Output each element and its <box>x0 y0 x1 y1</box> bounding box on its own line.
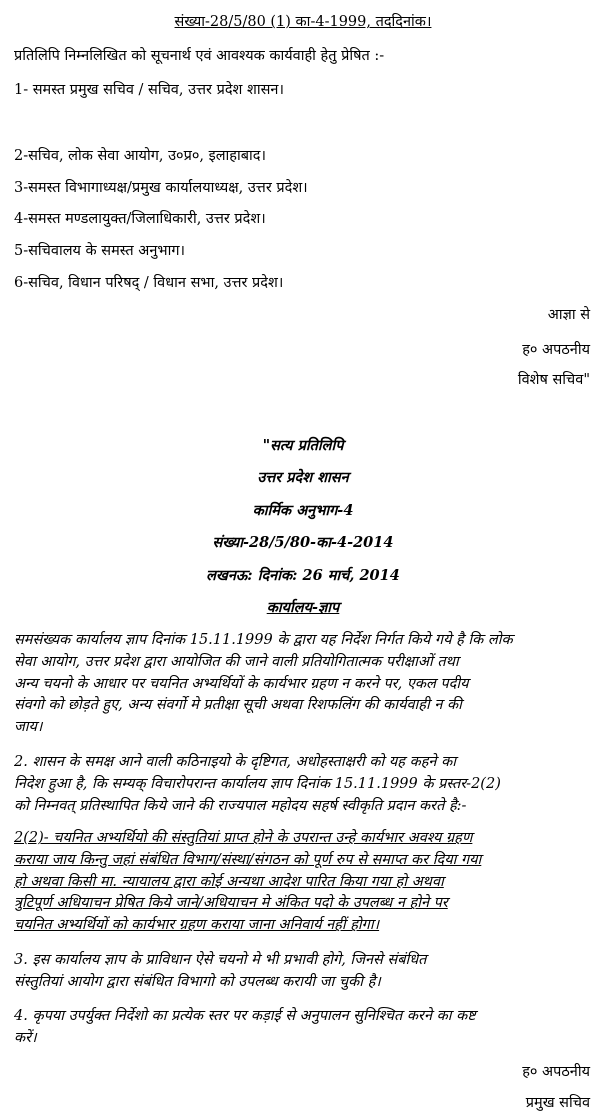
recipient-2: 2-सचिव, लोक सेवा आयोग, उ०प्र०, इलाहाबाद। <box>14 148 266 164</box>
paragraph-2-line: निदेश हुआ है, कि सम्यक् विचारोपरान्त कार्यालय ज्ञाप दिनांक 15.11.1999 के प्रस्तर-2(2) <box>14 775 501 792</box>
signoff-by-order: आज्ञा से <box>547 307 590 323</box>
paragraph-3-line: त्रुटिपूर्ण अधियाचन प्रेषित किये जाने/अधियाचन मे अंकित पदो के उपलब्ध न होने पर <box>14 895 448 912</box>
reference-line: संख्या-28/5/80 (1) का-4-1999, तददिनांक। <box>174 14 432 30</box>
paragraph-2-line: 2. शासन के समक्ष आने वाली कठिनाइयो के दृष्टिगत, अधोहस्ताक्षरी को यह कहने का <box>14 754 456 770</box>
recipient-1: 1- समस्त प्रमुख सचिव / सचिव, उत्तर प्रदेश शासन। <box>14 82 284 98</box>
memo-number: संख्या-28/5/80-का-4-2014 <box>212 534 394 551</box>
paragraph-3-line: चयनित अभ्यर्थियों को कार्यभार ग्रहण कराया जाना अनिवार्य नहीं होगा। <box>14 917 380 934</box>
paragraph-4 <box>14 950 592 994</box>
paragraph-4-line: संस्तुतियां आयोग द्वारा संबंधित विभागो को उपलब्ध करायी जा चुकी है। <box>14 973 381 990</box>
paragraph-1-line: समसंख्यक कार्यालय ज्ञाप दिनांक 15.11.1999 के द्वारा यह निर्देश निर्गत किये गये है कि लोक <box>14 632 513 648</box>
paragraph-3-line: कराया जाय किन्तु जहां संबंधित विभाग/संस्था/संगठन को पूर्ण रुप से समाप्त कर दिया गया <box>14 851 482 868</box>
paragraph-3-line: हो अथवा किसी मा. न्यायालय द्वारा कोई अन्यथा आदेश पारित किया गया हो अथवा <box>14 873 444 890</box>
paragraph-1-line: सेवा आयोग, उत्तर प्रदेश द्वारा आयोजित की जाने वाली प्रतियोगितात्मक परीक्षाओं तथा <box>14 653 459 670</box>
paragraph-1 <box>14 630 592 739</box>
paragraph-1-line: जाय। <box>14 719 43 736</box>
paragraph-1-line: अन्य चयनो के आधार पर चयनित अभ्यर्थियों के कार्यभार ग्रहण न करने पर, एकल पदीय <box>14 675 469 692</box>
government-name: उत्तर प्रदेश शासन <box>257 469 349 486</box>
paragraph-2-line: को निम्नवत् प्रतिस्थापित किये जाने की राज्यपाल महोदय सहर्ष स्वीकृति प्रदान करते है:- <box>14 797 467 814</box>
memo-title: कार्यालय-ज्ञाप <box>266 599 340 616</box>
recipient-6: 6-सचिव, विधान परिषद् / विधान सभा, उत्तर प्रदेश। <box>14 275 284 291</box>
recipient-4: 4-समस्त मण्डलायुक्त/जिलाधिकारी, उत्तर प्रदेश। <box>14 211 266 227</box>
paragraph-4-line: 3. इस कार्यालय ज्ञाप के प्राविधान ऐसे चयनो मे भी प्रभावी होगे, जिनसे संबंधित <box>14 952 427 968</box>
final-designation: प्रमुख सचिव <box>525 1095 590 1111</box>
department-name: कार्मिक अनुभाग-4 <box>252 502 354 519</box>
recipient-5: 5-सचिवालय के समस्त अनुभाग। <box>14 243 186 259</box>
paragraph-3 <box>14 828 592 937</box>
signoff-designation: विशेष सचिव" <box>517 372 590 388</box>
paragraph-5-line: 4. कृपया उपर्युक्त निर्देशो का प्रत्येक स्तर पर कड़ाई से अनुपालन सुनिश्चित करने का कष्ट <box>14 1008 476 1024</box>
final-signature: ह० अपठनीय <box>522 1064 590 1080</box>
paragraph-5-line: करें। <box>14 1029 37 1046</box>
paragraph-5 <box>14 1006 592 1050</box>
paragraph-3-line: 2(2)- चयनित अभ्यर्थियो की संस्तुतियां प्राप्त होने के उपरान्त उन्हे कार्यभार अवश्य ग्रहण <box>14 830 473 846</box>
paragraph-2 <box>14 752 592 817</box>
signoff-signature: ह० अपठनीय <box>522 342 590 358</box>
paragraph-1-line: संवगो को छोड़ते हुए, अन्य संवर्गो मे प्रतीक्षा सूची अथवा रिशफलिंग की कार्यवाही न की <box>14 697 462 714</box>
copy-intro: प्रतिलिपि निम्नलिखित को सूचनार्थ एवं आवश्यक कार्यवाही हेतु प्रेषित :- <box>14 48 385 64</box>
recipient-3: 3-समस्त विभागाध्यक्ष/प्रमुख कार्यालयाध्यक्ष, उत्तर प्रदेश। <box>14 180 308 196</box>
true-copy-label: "सत्य प्रतिलिपि <box>262 437 344 454</box>
memo-date: लखनऊ: दिनांक: 26 मार्च, 2014 <box>206 567 400 584</box>
